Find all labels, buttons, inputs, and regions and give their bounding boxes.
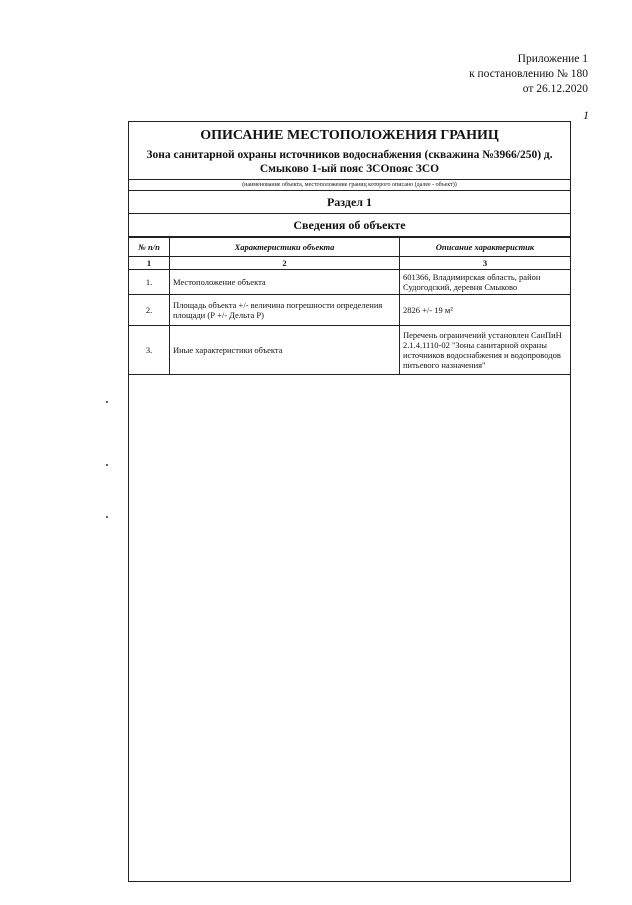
row-description: Перечень ограничений установлен СанПиН 2.1.4.1110-02 "Зоны санитарной охраны источников водоснабжения и водопроводов питьевого назначения" xyxy=(400,326,571,375)
page-number: 1 xyxy=(583,108,589,122)
col-number-3: 3 xyxy=(400,257,571,270)
row-characteristic: Местоположение объекта xyxy=(170,270,400,295)
margin-dot xyxy=(106,401,108,403)
margin-dot xyxy=(106,516,108,518)
margin-dot xyxy=(106,464,108,466)
section-heading: Раздел 1 xyxy=(129,190,570,213)
table-row xyxy=(129,326,570,375)
appendix-line-2: к постановлению № 180 xyxy=(469,68,588,80)
appendix-header xyxy=(469,52,588,97)
table-row xyxy=(129,270,570,295)
header-description: Описание характеристик xyxy=(400,238,571,257)
header-characteristic: Характеристики объекта xyxy=(170,238,400,257)
table-row xyxy=(129,295,570,326)
subtitle-note: (наименование объекта, местоположение границ которого описано (далее - объект)) xyxy=(129,179,570,190)
appendix-line-1: Приложение 1 xyxy=(517,53,588,65)
section-title: Сведения об объекте xyxy=(129,213,570,237)
col-number-2: 2 xyxy=(170,257,400,270)
row-characteristic: Иные характеристики объекта xyxy=(170,326,400,375)
document-title: ОПИСАНИЕ МЕСТОПОЛОЖЕНИЯ ГРАНИЦ xyxy=(200,128,499,143)
appendix-line-3: от 26.12.2020 xyxy=(522,83,588,95)
header-number: № п/п xyxy=(129,238,170,257)
row-characteristic: Площадь объекта +/- величина погрешности определения площади (Р +/- Дельта Р) xyxy=(170,295,400,326)
table-header-row xyxy=(129,238,570,257)
row-description: 2826 +/- 19 м² xyxy=(400,295,571,326)
row-number: 2. xyxy=(129,295,170,326)
document-subtitle: Зона санитарной охраны источников водоснабжения (скважина №3966/250) д. Смыково 1-ый пояс ЗСОпояс ЗСО xyxy=(146,149,553,175)
column-numbers-row xyxy=(129,257,570,270)
row-number: 3. xyxy=(129,326,170,375)
object-info-table xyxy=(129,237,570,375)
document-frame xyxy=(128,121,571,882)
row-description: 601366, Владимирская область, район Судогодский, деревня Смыково xyxy=(400,270,571,295)
col-number-1: 1 xyxy=(129,257,170,270)
row-number: 1. xyxy=(129,270,170,295)
